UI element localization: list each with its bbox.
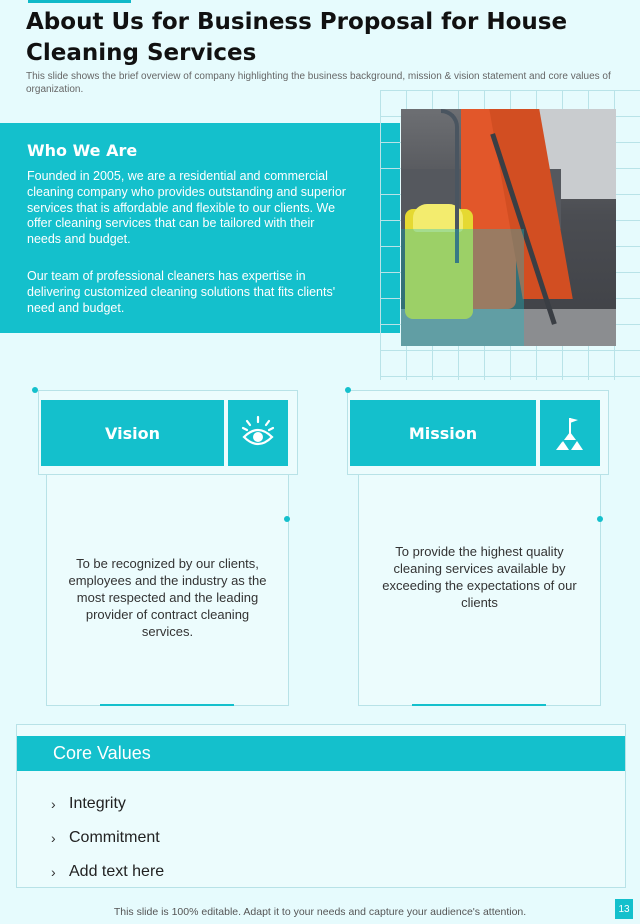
vision-card-body — [46, 474, 289, 706]
core-value-item: › Add text here — [51, 855, 164, 889]
page-title: About Us for Business Proposal for House Cleaning Services — [26, 9, 568, 66]
who-we-are-paragraph-1: Founded in 2005, we are a residential and commercial cleaning company who provides outstanding and superior services that is affordable and flexible to our clients. We offer cleaning services that can be tailored with their needs and budget. — [27, 169, 346, 247]
footer-note: This slide is 100% editable. Adapt it to your needs and capture your audience's attention. — [113, 906, 527, 918]
core-values-panel — [16, 724, 626, 888]
core-values-heading: Core Values — [17, 736, 625, 771]
eye-icon — [228, 400, 288, 466]
chevron-right-icon: › — [51, 830, 56, 846]
mission-body-dot — [597, 516, 603, 522]
vision-bottom-bar — [100, 704, 234, 706]
mission-card-body — [358, 474, 601, 706]
core-values-list — [51, 787, 164, 889]
mission-dot — [345, 387, 351, 393]
core-value-item: › Integrity — [51, 787, 164, 821]
mountain-flag-icon — [540, 400, 600, 466]
vision-body-dot — [284, 516, 290, 522]
core-value-item: › Commitment — [51, 821, 164, 855]
who-we-are-panel — [0, 123, 400, 333]
vision-text: To be recognized by our clients, employees and the industry as the most respected and the leading provider of contract cleaning services. — [68, 556, 267, 639]
who-we-are-heading: Who We Are — [27, 141, 138, 160]
page-subtitle: This slide shows the brief overview of company highlighting the business background, mission & vision statement and core values of organization. — [26, 71, 611, 95]
cleaning-photo — [401, 109, 616, 346]
mission-text: To provide the highest quality cleaning services available by exceeding the expectations of our clients — [382, 544, 577, 610]
mission-label: Mission — [350, 400, 536, 466]
who-we-are-paragraph-2: Our team of professional cleaners has expertise in delivering customized cleaning solutions that fits clients' need and budget. — [27, 269, 336, 315]
vision-label: Vision — [41, 400, 224, 466]
top-accent-bar — [28, 0, 131, 3]
chevron-right-icon: › — [51, 864, 56, 880]
mission-bottom-bar — [412, 704, 546, 706]
chevron-right-icon: › — [51, 796, 56, 812]
page-number: 13 — [615, 899, 633, 919]
vision-dot — [32, 387, 38, 393]
